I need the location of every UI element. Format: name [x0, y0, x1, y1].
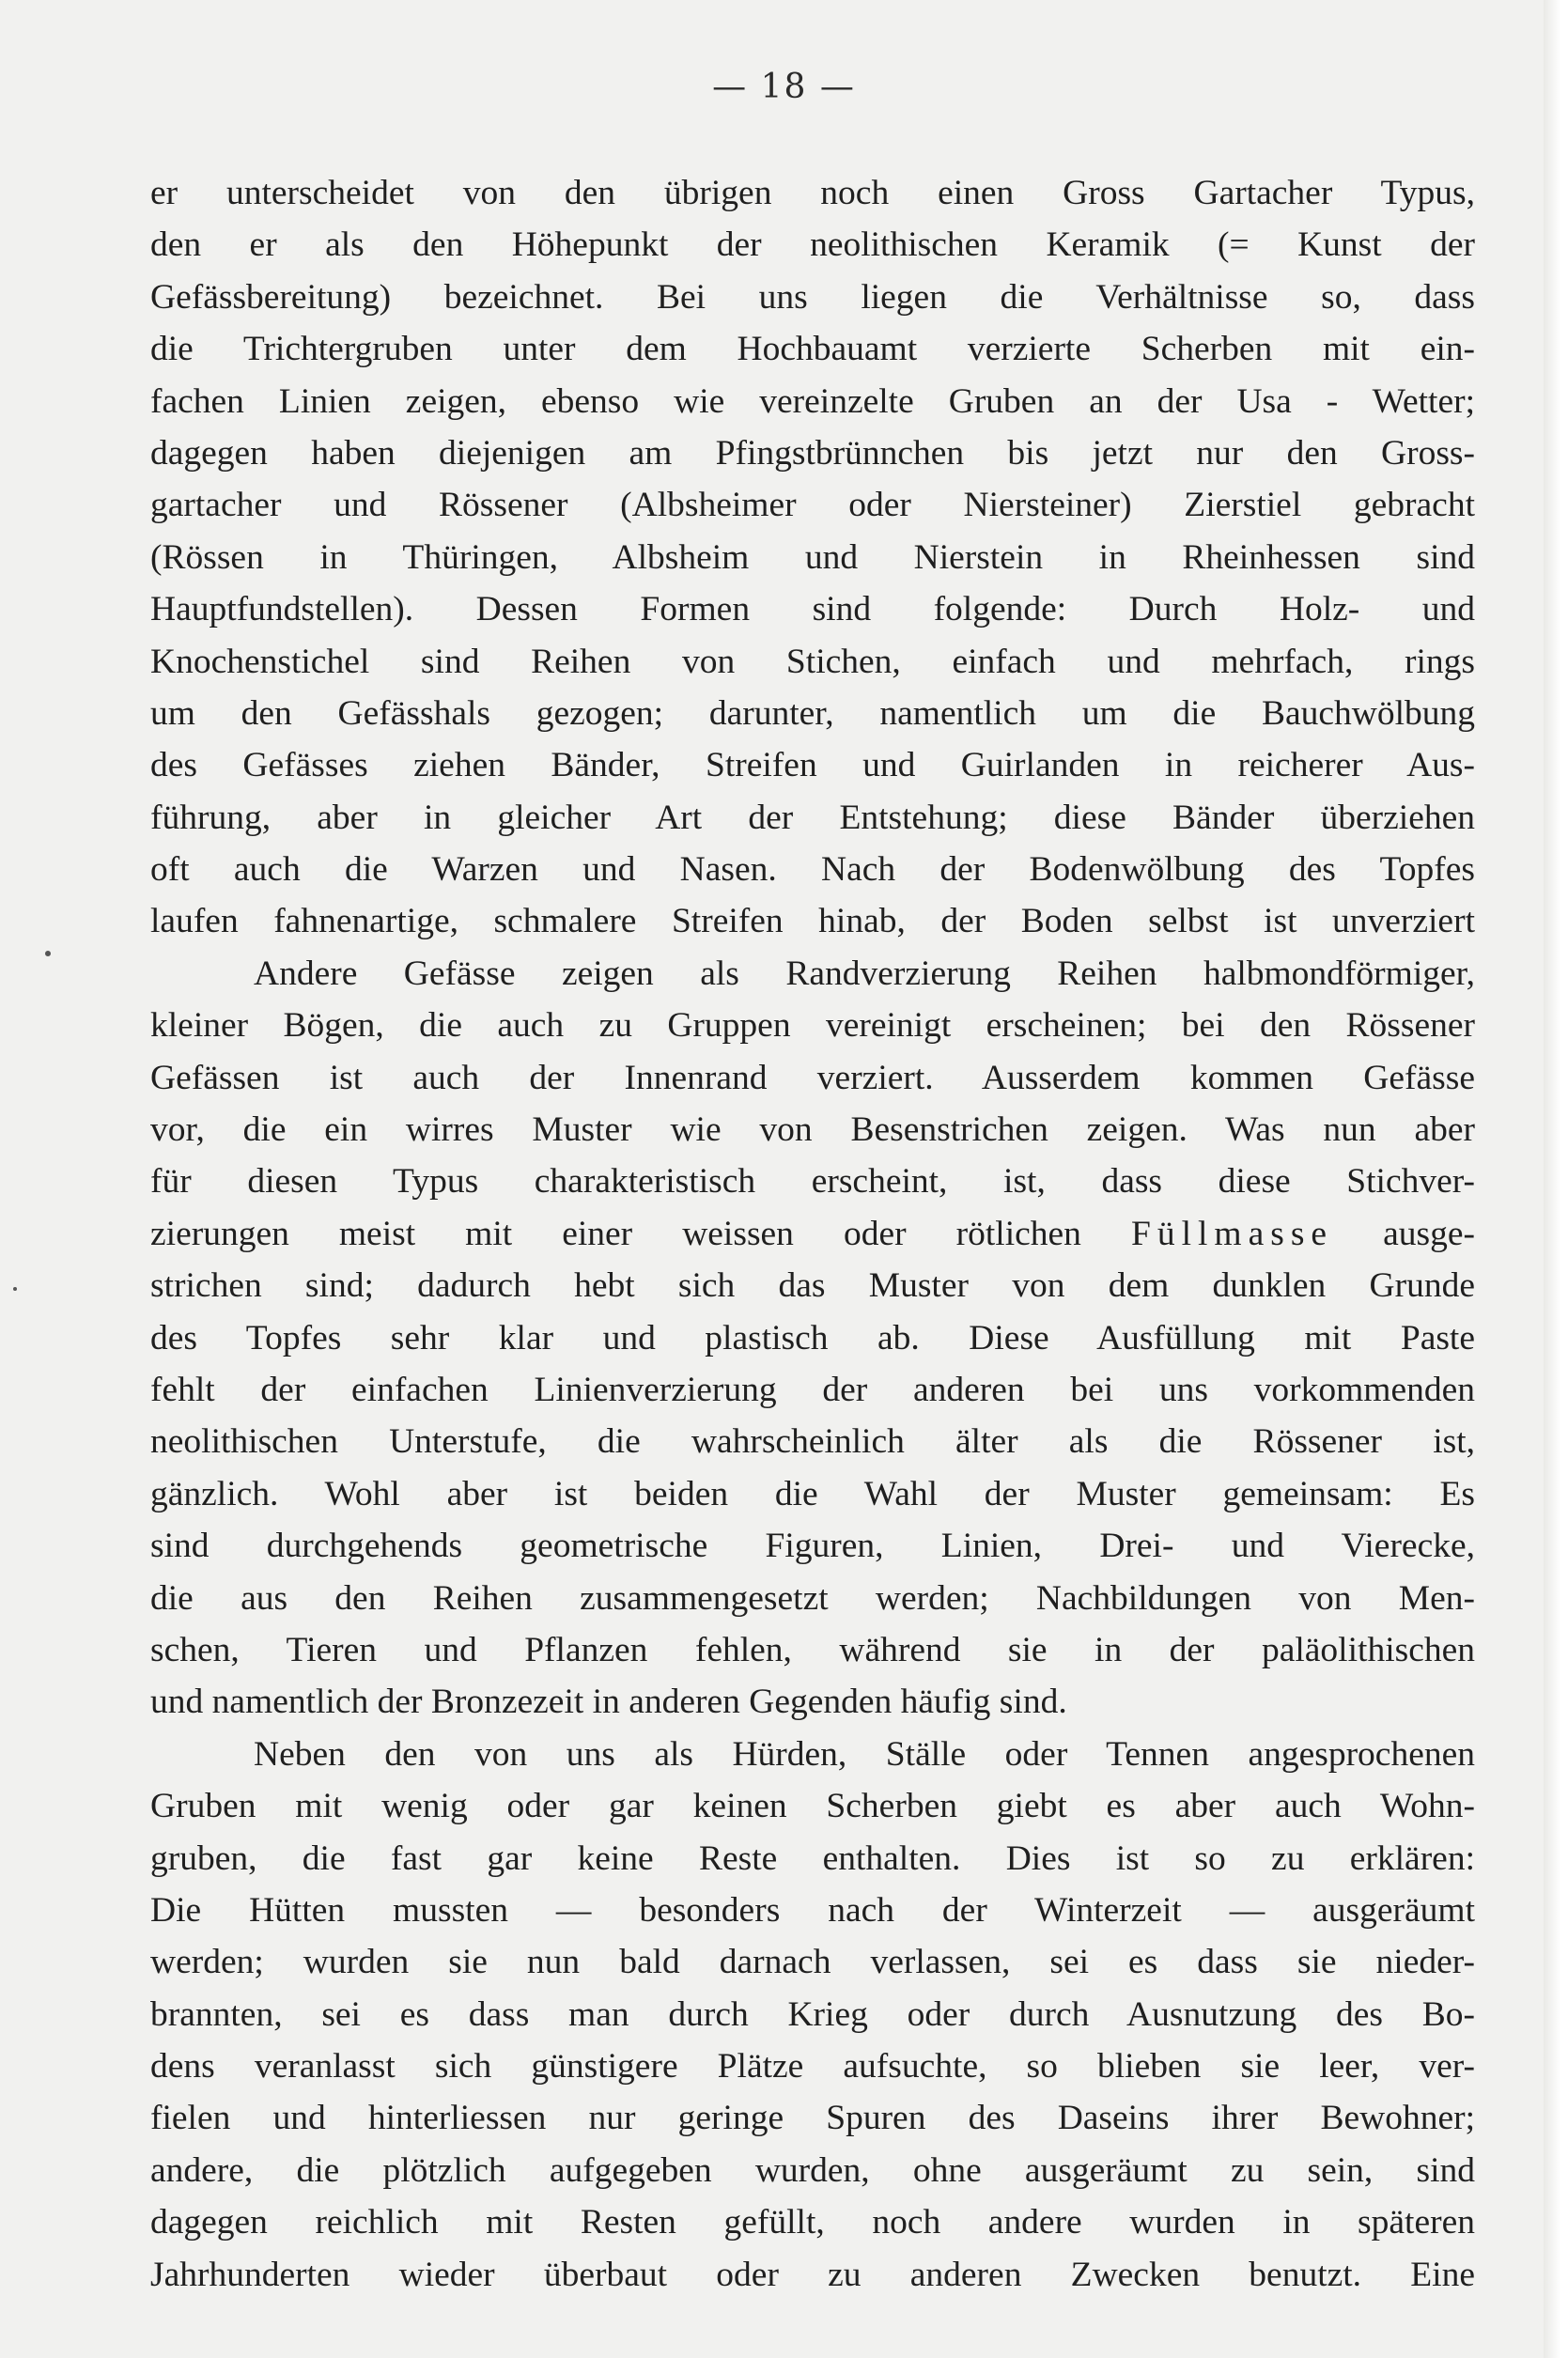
- text-line: sind durchgehends geometrische Figuren, Linien, Drei- und Vierecke,: [150, 1527, 1475, 1566]
- text-line: Hauptfundstellen). Dessen Formen sind folgende: Durch Holz- und: [150, 590, 1475, 629]
- text-line: Andere Gefässe zeigen als Randverzierung Reihen halbmondförmiger,: [254, 954, 1475, 993]
- text-line: gartacher und Rössener (Albsheimer oder Niersteiner) Zierstiel gebracht: [150, 486, 1475, 525]
- text-line: vor, die ein wirres Muster wie von Besenstrichen zeigen. Was nun aber: [150, 1110, 1475, 1150]
- text-line: Die Hütten mussten — besonders nach der Winterzeit — ausgeräumt: [150, 1890, 1475, 1930]
- text-line: werden; wurden sie nun bald darnach verlassen, sei es dass sie nieder-: [150, 1943, 1475, 1982]
- body-text: [150, 167, 1475, 2301]
- text-line: und namentlich der Bronzezeit in anderen Gegenden häufig sind.: [150, 1683, 1067, 1722]
- text-line: Gefässbereitung) bezeichnet. Bei uns liegen die Verhältnisse so, dass: [150, 277, 1475, 317]
- text-line: des Topfes sehr klar und plastisch ab. Diese Ausfüllung mit Paste: [150, 1318, 1475, 1357]
- text-line: den er als den Höhepunkt der neolithischen Keramik (= Kunst der: [150, 225, 1475, 265]
- page-number: — 18 —: [712, 68, 856, 106]
- text-line: strichen sind; dadurch hebt sich das Muster von dem dunklen Grunde: [150, 1266, 1475, 1306]
- paper-speck: [45, 951, 51, 956]
- text-line: fachen Linien zeigen, ebenso wie vereinzelte Gruben an der Usa - Wetter;: [150, 381, 1475, 421]
- spaced-emphasis: Füllmasse: [1130, 1214, 1334, 1253]
- text-line: die Trichtergruben unter dem Hochbauamt verzierte Scherben mit ein-: [150, 330, 1475, 369]
- text-line: laufen fahnenartige, schmalere Streifen hinab, der Boden selbst ist unverziert: [150, 902, 1475, 941]
- text-line: gänzlich. Wohl aber ist beiden die Wahl der Muster gemeinsam: Es: [150, 1474, 1475, 1513]
- text-line: Knochenstichel sind Reihen von Stichen, einfach und mehrfach, rings: [150, 642, 1475, 681]
- text-line: schen, Tieren und Pflanzen fehlen, während sie in der paläolithischen: [150, 1630, 1475, 1669]
- text-line: fehlt der einfachen Linienverzierung der anderen bei uns vorkommenden: [150, 1370, 1475, 1409]
- paragraph-1: [150, 167, 1475, 948]
- text-line: führung, aber in gleicher Art der Entstehung; diese Bänder überziehen: [150, 798, 1475, 837]
- paper-speck: [13, 1287, 17, 1291]
- text-line: Neben den von uns als Hürden, Ställe oder Tennen angesprochenen: [254, 1734, 1475, 1774]
- text-line: oft auch die Warzen und Nasen. Nach der Bodenwölbung des Topfes: [150, 850, 1475, 890]
- page-edge-shadow: [1544, 0, 1568, 2358]
- text-line: brannten, sei es dass man durch Krieg oder durch Ausnutzung des Bo-: [150, 1994, 1475, 2034]
- text-line: fielen und hinterliessen nur geringe Spuren des Daseins ihrer Bewohner;: [150, 2099, 1475, 2138]
- paragraph-2: [150, 948, 1475, 1729]
- text-line: er unterscheidet von den übrigen noch einen Gross Gartacher Typus,: [150, 174, 1475, 212]
- text-line: Gruben mit wenig oder gar keinen Scherben giebt es aber auch Wohn-: [150, 1787, 1475, 1826]
- text-line: dagegen haben diejenigen am Pfingstbrünnchen bis jetzt nur den Gross-: [150, 433, 1475, 473]
- text-line: Gefässen ist auch der Innenrand verziert. Ausserdem kommen Gefässe: [150, 1058, 1475, 1097]
- paragraph-3: [150, 1729, 1475, 2301]
- text-line-spaced-word: [150, 1208, 1475, 1260]
- text-segment: zierungen meist mit einer weissen oder rötlichen: [150, 1214, 1131, 1253]
- text-line: neolithischen Unterstufe, die wahrscheinlich älter als die Rössener ist,: [150, 1422, 1475, 1462]
- text-line: (Rössen in Thüringen, Albsheim und Nierstein in Rheinhessen sind: [150, 537, 1475, 577]
- text-line: andere, die plötzlich aufgegeben wurden, ohne ausgeräumt zu sein, sind: [150, 2150, 1475, 2190]
- text-line: die aus den Reihen zusammengesetzt werden; Nachbildungen von Men-: [150, 1578, 1475, 1618]
- text-line: des Gefässes ziehen Bänder, Streifen und Guirlanden in reicherer Aus-: [150, 746, 1475, 785]
- text-segment: ausge-: [1333, 1214, 1475, 1253]
- text-line: gruben, die fast gar keine Reste enthalten. Dies ist so zu erklären:: [150, 1838, 1475, 1878]
- text-line: dagegen reichlich mit Resten gefüllt, noch andere wurden in späteren: [150, 2203, 1475, 2242]
- text-line: Jahrhunderten wieder überbaut oder zu anderen Zwecken benutzt. Eine: [150, 2255, 1475, 2294]
- text-line: um den Gefässhals gezogen; darunter, namentlich um die Bauchwölbung: [150, 693, 1475, 733]
- text-line: für diesen Typus charakteristisch erscheint, ist, dass diese Stichver-: [150, 1162, 1475, 1202]
- text-line: dens veranlasst sich günstigere Plätze aufsuchte, so blieben sie leer, ver-: [150, 2047, 1475, 2087]
- text-line: kleiner Bögen, die auch zu Gruppen vereinigt erscheinen; bei den Rössener: [150, 1006, 1475, 1046]
